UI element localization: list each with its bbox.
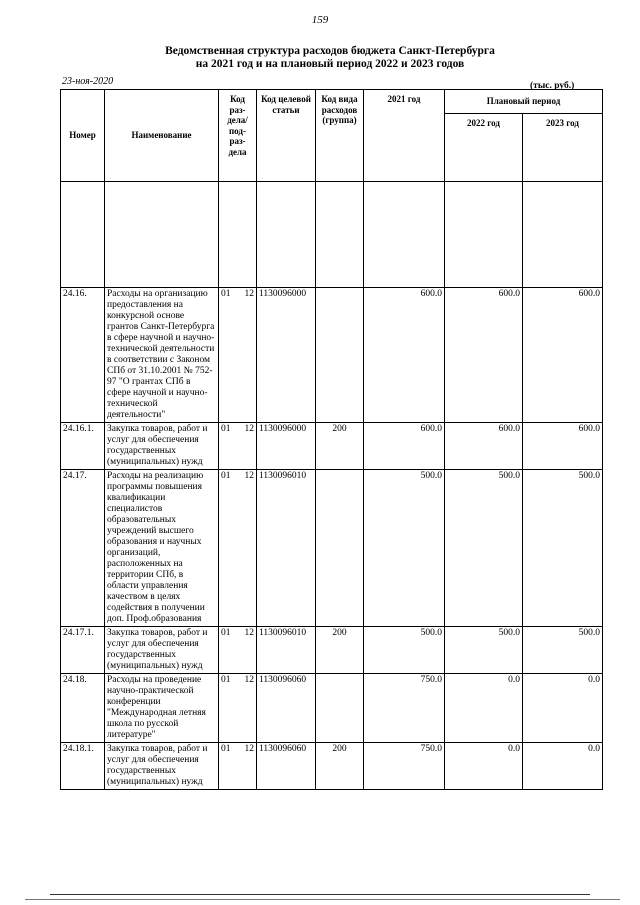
row-value-2023: 0.0 [523,674,603,743]
row-section-code [219,288,257,423]
row-name: Закупка товаров, работ и услуг для обеспечения государственных (муниципальных) нужд [105,423,219,470]
row-section-code [219,423,257,470]
row-value-2021: 750.0 [364,743,445,790]
row-number: 24.18. [61,674,105,743]
row-number: 24.16. [61,288,105,423]
table-row [61,423,603,470]
row-section-code [219,674,257,743]
table-row [61,674,603,743]
row-value-2022: 500.0 [445,627,523,674]
row-name: Расходы на реализацию программы повышения квалификации специалистов образовательных учреждений высшего образования и научных организаций, расположенных на территории СПб, в области управления качеством в целях содействия в получении доп. Проф.образования [105,470,219,627]
table-row [61,288,603,423]
row-name: Расходы на организацию предоставления на конкурсной основе грантов Санкт-Петербурга в сфере научной и научно-технической деятельности в соответствии с Законом СПб от 31.10.2001 № 752-97 "О грантах СПб в сфере научной и научно-технической деятельности" [105,288,219,423]
row-razdel: 01 [221,744,231,754]
row-podrazdel: 12 [244,289,254,299]
row-razdel: 01 [221,289,231,299]
row-value-2021: 600.0 [364,288,445,423]
row-target-code: 1130096060 [257,674,316,743]
row-podrazdel: 12 [244,471,254,481]
header-number: Номер [61,90,105,182]
row-value-2023: 600.0 [523,288,603,423]
row-value-2021: 750.0 [364,674,445,743]
row-target-code: 1130096010 [257,470,316,627]
row-value-2021: 500.0 [364,627,445,674]
budget-table [60,89,603,790]
row-target-code: 1130096010 [257,627,316,674]
row-podrazdel: 12 [244,424,254,434]
table-row [61,627,603,674]
title-line-2: на 2021 год и на плановый период 2022 и 2023 годов [195,58,465,70]
row-target-code: 1130096060 [257,743,316,790]
header-2023: 2023 год [523,114,603,182]
header-section-code: Код раз- дела/ под- раз- дела [219,90,257,182]
row-expense-type: 200 [316,743,364,790]
row-section-code [219,470,257,627]
row-value-2022: 500.0 [445,470,523,627]
table-row [61,470,603,627]
row-podrazdel: 12 [244,675,254,685]
footer-rule [50,894,590,895]
document-title [60,45,600,71]
title-line-1: Ведомственная структура расходов бюджета Санкт-Петербурга [165,45,495,57]
row-target-code: 1130096000 [257,423,316,470]
row-razdel: 01 [221,628,231,638]
row-value-2022: 0.0 [445,743,523,790]
row-value-2021: 500.0 [364,470,445,627]
row-target-code: 1130096000 [257,288,316,423]
row-podrazdel: 12 [244,628,254,638]
row-expense-type [316,288,364,423]
row-value-2023: 0.0 [523,743,603,790]
row-razdel: 01 [221,471,231,481]
header-2022: 2022 год [445,114,523,182]
row-number: 24.17.1. [61,627,105,674]
row-name: Расходы на проведение научно-практической конференции "Международная летняя школа по русской литературе" [105,674,219,743]
row-section-code [219,627,257,674]
row-value-2023: 500.0 [523,627,603,674]
header-target-code: Код целевой статьи [257,90,316,182]
header-2021: 2021 год [364,90,445,182]
row-value-2022: 600.0 [445,288,523,423]
header-planned-period: Плановый период [445,90,603,114]
header-name: Наименование [105,90,219,182]
row-value-2023: 600.0 [523,423,603,470]
header-expense-type-code: Код вида расходов (группа) [316,90,364,182]
page-number: 159 [311,14,329,26]
row-value-2021: 600.0 [364,423,445,470]
document-date: 23-ноя-2020 [62,76,114,87]
row-expense-type [316,470,364,627]
table-row [61,743,603,790]
row-razdel: 01 [221,675,231,685]
row-expense-type [316,674,364,743]
row-name: Закупка товаров, работ и услуг для обеспечения государственных (муниципальных) нужд [105,627,219,674]
row-podrazdel: 12 [244,744,254,754]
row-number: 24.17. [61,470,105,627]
units-label: (тыс. руб.) [530,81,575,91]
row-razdel: 01 [221,424,231,434]
row-expense-type: 200 [316,627,364,674]
footer-rule-lower [25,899,620,900]
spacer-row [61,182,603,288]
row-value-2022: 0.0 [445,674,523,743]
row-value-2023: 500.0 [523,470,603,627]
row-number: 24.18.1. [61,743,105,790]
row-value-2022: 600.0 [445,423,523,470]
row-name: Закупка товаров, работ и услуг для обеспечения государственных (муниципальных) нужд [105,743,219,790]
row-number: 24.16.1. [61,423,105,470]
row-section-code [219,743,257,790]
row-expense-type: 200 [316,423,364,470]
